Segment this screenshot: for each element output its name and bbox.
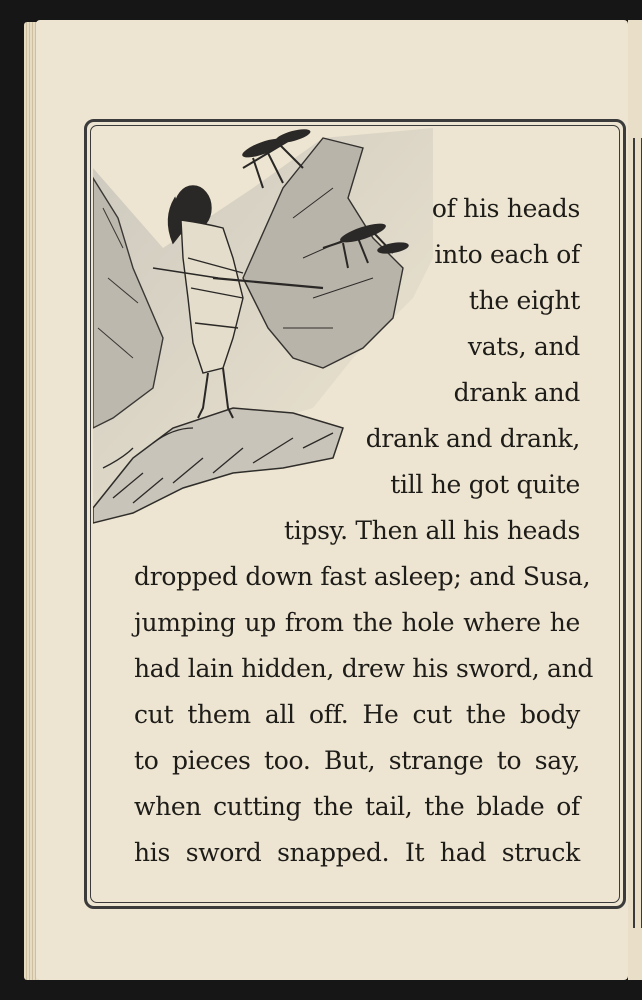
text-line: when cutting the tail, the blade of [134, 792, 580, 821]
text-line: till he got quite [390, 470, 580, 499]
text-line: jumping up from the hole where he [134, 608, 580, 637]
text-line: the eight [468, 286, 580, 315]
text-line: had lain hidden, drew his sword, and [134, 654, 594, 683]
text-line: dropped down fast asleep; and Susa, [134, 562, 591, 591]
text-line: cut them all off. He cut the body [134, 700, 580, 729]
text-line: into each of [434, 240, 580, 269]
text-line: tipsy. Then all his heads [283, 516, 580, 545]
text-line: drank and [453, 378, 580, 407]
text-line: vats, and [467, 332, 580, 361]
woodcut-illustration [93, 128, 433, 528]
facing-page-edge [628, 20, 642, 980]
text-line: of his heads [431, 194, 580, 223]
text-line: his sword snapped. It had struck [134, 838, 580, 867]
text-line: to pieces too. But, strange to say, [134, 746, 580, 775]
text-line: drank and drank, [365, 424, 580, 453]
facing-page-border [633, 138, 642, 928]
